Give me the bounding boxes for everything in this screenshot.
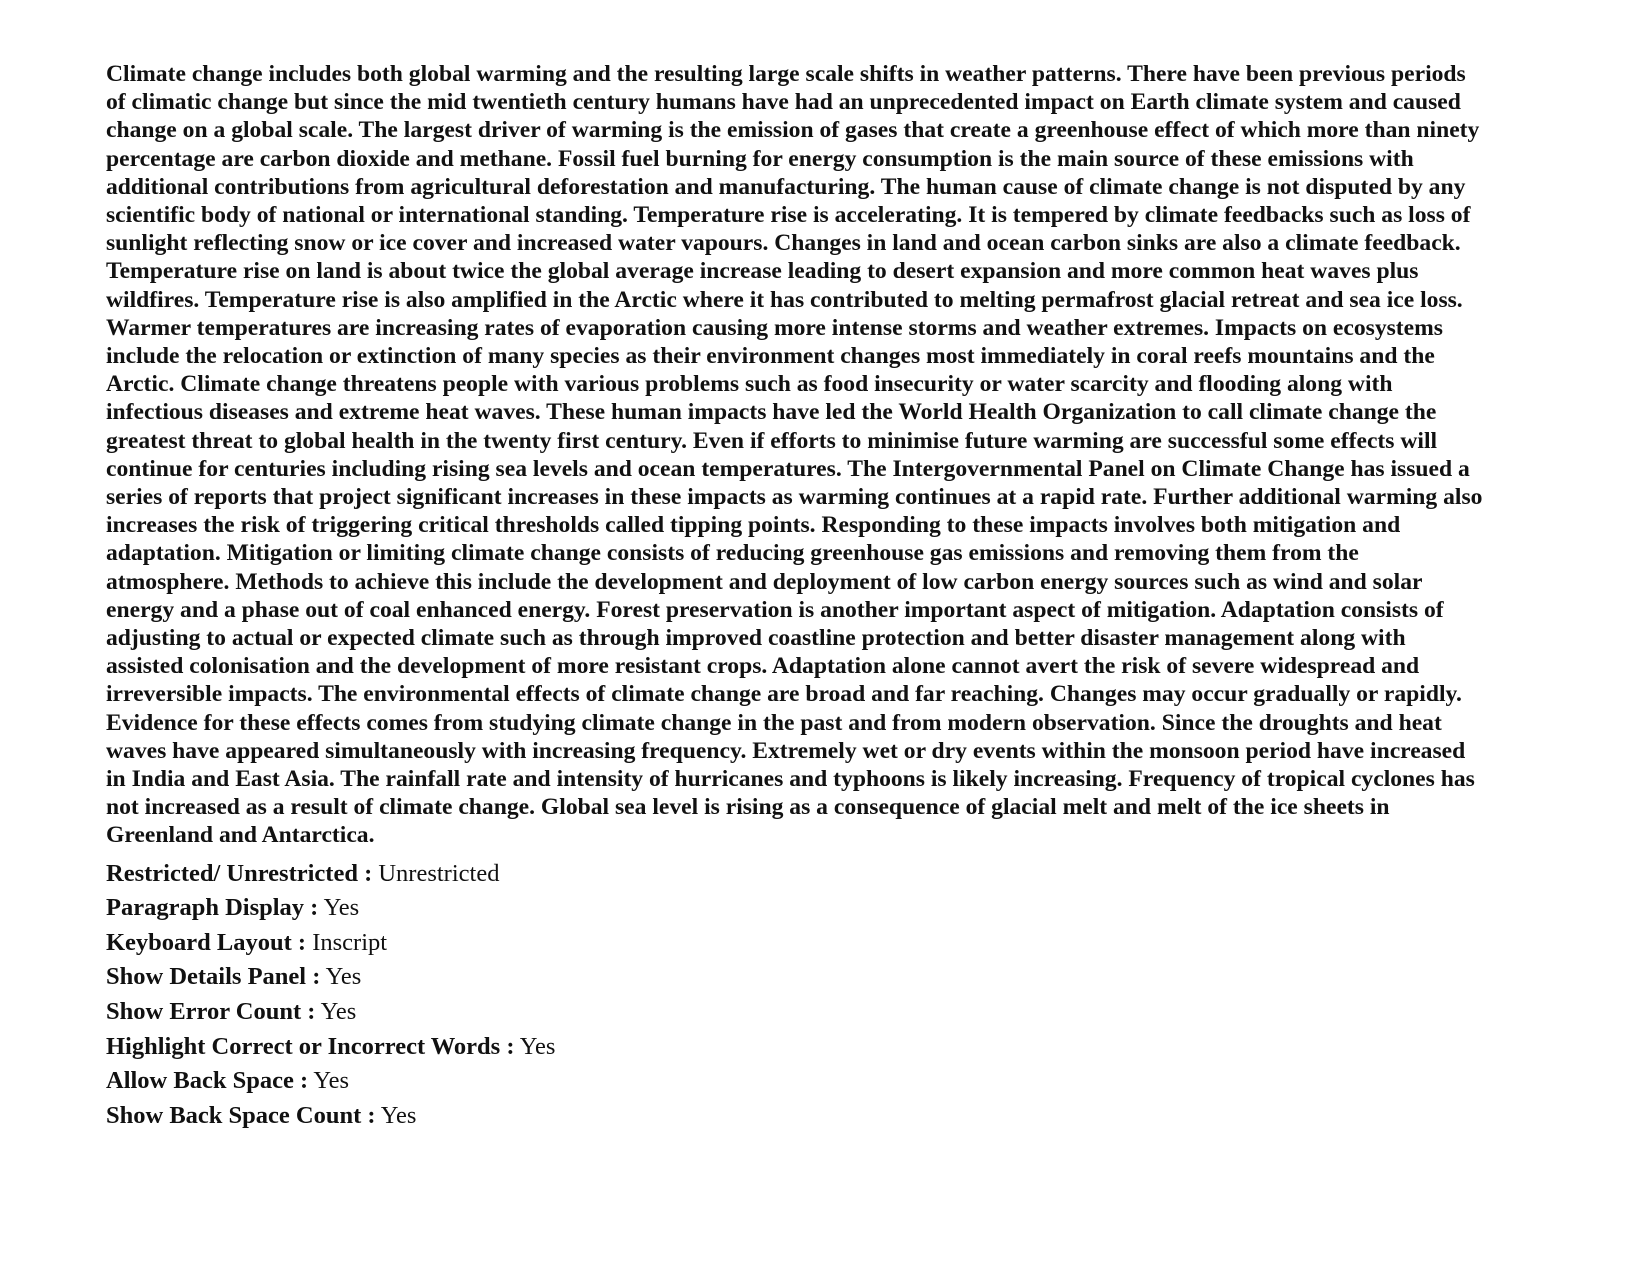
setting-value: Yes [313,1067,349,1095]
setting-show-error-count [106,995,1576,1030]
setting-value: Yes [323,894,360,922]
setting-value: Unrestricted [378,859,500,887]
setting-value: Inscript [312,928,388,956]
setting-show-details-panel [106,960,1576,995]
setting-label: Keyboard Layout : [106,928,307,956]
setting-restricted [106,857,1576,892]
setting-label: Paragraph Display : [106,894,319,922]
setting-label: Highlight Correct or Incorrect Words : [106,1032,515,1060]
settings-list [106,857,1576,1134]
setting-label: Show Details Panel : [106,963,321,991]
setting-show-back-space-count [106,1099,1576,1134]
setting-value: Yes [380,1101,417,1129]
setting-value: Yes [325,963,362,991]
setting-label: Show Back Space Count : [106,1101,376,1129]
setting-label: Restricted/ Unrestricted : [106,859,373,887]
setting-value: Yes [320,998,357,1026]
setting-label: Allow Back Space : [106,1067,309,1095]
document-page [106,60,1576,1133]
setting-label: Show Error Count : [106,998,316,1026]
passage-text: Climate change includes both global warming and the resulting large scale shifts in weather patterns. There have been previous periods of climatic change but since the mid twentieth century humans have had an unprecedented impact on Earth climate system and caused change on a global scale. The largest driver of warming is the emission of gases that create a greenhouse effect of which more than ninety percentage are carbon dioxide and methane. Fossil fuel burning for energy consumption is the main source of these emissions with additional contributions from agricultural deforestation and manufacturing. The human cause of climate change is not disputed by any scientific body of national or international standing. Temperature rise is accelerating. It is tempered by climate feedbacks such as loss of sunlight reflecting snow or ice cover and increased water vapours. Changes in land and ocean carbon sinks are also a climate feedback. Temperature rise on land is about twice the global average increase leading to desert expansion and more common heat waves plus wildfires. Temperature rise is also amplified in the Arctic where it has contributed to melting permafrost glacial retreat and sea ice loss. Warmer temperatures are increasing rates of evaporation causing more intense storms and weather extremes. Impacts on ecosystems include the relocation or extinction of many species as their environment changes most immediately in coral reefs mountains and the Arctic. Climate change threatens people with various problems such as food insecurity or water scarcity and flooding along with infectious diseases and extreme heat waves. These human impacts have led the World Health Organization to call climate change the greatest threat to global health in the twenty first century. Even if efforts to minimise future warming are successful some effects will continue for centuries including rising sea levels and ocean temperatures. The Intergovernmental Panel on Climate Change has issued a series of reports that project significant increases in these impacts as warming continues at a rapid rate. Further additional warming also increases the risk of triggering critical thresholds called tipping points. Responding to these impacts involves both mitigation and adaptation. Mitigation or limiting climate change consists of reducing greenhouse gas emissions and removing them from the atmosphere. Methods to achieve this include the development and deployment of low carbon energy sources such as wind and solar energy and a phase out of coal enhanced energy. Forest preservation is another important aspect of mitigation. Adaptation consists of adjusting to actual or expected climate such as through improved coastline protection and better disaster management along with assisted colonisation and the development of more resistant crops. Adaptation alone cannot avert the risk of severe widespread and irreversible impacts. The environmental effects of climate change are broad and far reaching. Changes may occur gradually or rapidly. Evidence for these effects comes from studying climate change in the past and from modern observation. Since the droughts and heat waves have appeared simultaneously with increasing frequency. Extremely wet or dry events within the monsoon period have increased in India and East Asia. The rainfall rate and intensity of hurricanes and typhoons is likely increasing. Frequency of tropical cyclones has not increased as a result of climate change. Global sea level is rising as a consequence of glacial melt and melt of the ice sheets in Greenland and Antarctica. [106,61,1483,849]
setting-keyboard-layout [106,926,1576,961]
setting-paragraph-display [106,891,1576,926]
setting-value: Yes [519,1032,556,1060]
setting-allow-back-space [106,1064,1576,1099]
setting-highlight-words [106,1030,1576,1065]
